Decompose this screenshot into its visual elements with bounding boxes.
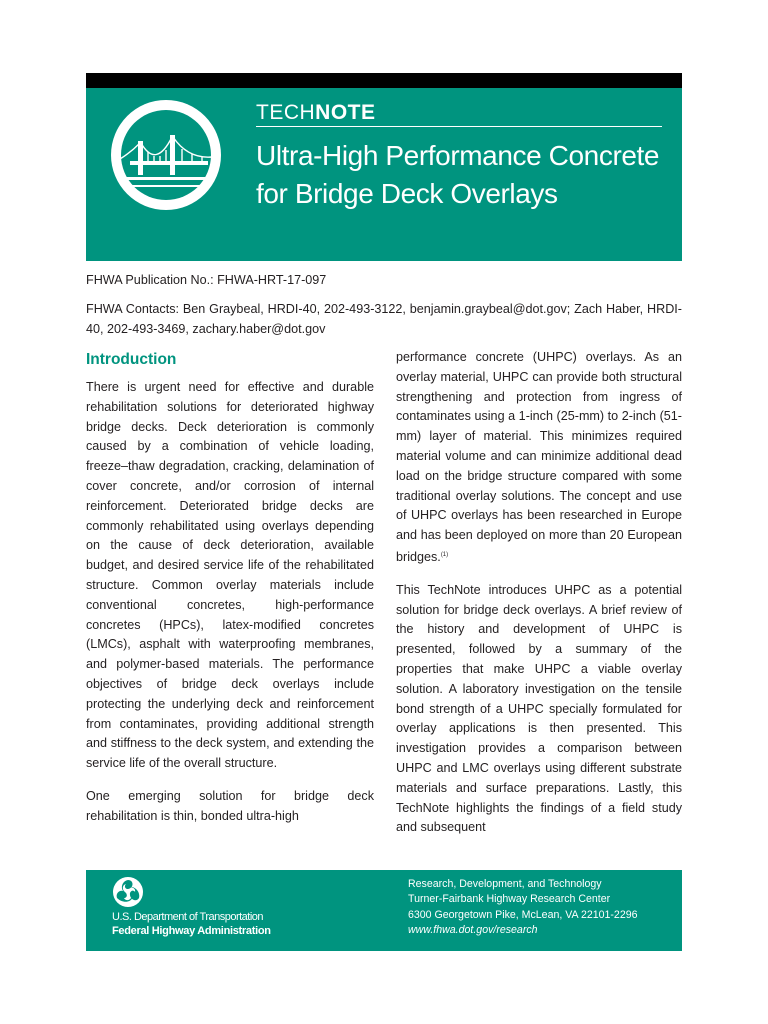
address-line-2: Turner-Fairbank Highway Research Center	[408, 893, 611, 906]
right-column	[396, 348, 682, 851]
footer-url[interactable]: www.fhwa.dot.gov/research	[408, 924, 538, 937]
contacts: FHWA Contacts: Ben Graybeal, HRDI-40, 202-493-3122, benjamin.graybeal@dot.gov; Zach Haber, HRDI-40, 202-493-3469, zachary.haber@dot.gov	[86, 302, 682, 336]
technote-light: TECH	[256, 101, 316, 124]
technote-label	[256, 101, 376, 125]
footer-address	[408, 877, 638, 939]
bridge-logo-icon	[108, 97, 224, 213]
section-heading: Introduction	[86, 351, 177, 368]
footer-url-link[interactable]	[408, 923, 638, 938]
page-title: Ultra-High Performance Concrete for Bridge Deck Overlays	[256, 140, 660, 209]
technote-bold: NOTE	[315, 101, 376, 124]
reference-1: (1)	[440, 551, 449, 558]
left-column	[86, 348, 374, 840]
address-line-1: Research, Development, and Technology	[408, 878, 602, 890]
paragraph-3	[396, 348, 682, 568]
address-line-3: 6300 Georgetown Pike, McLean, VA 22101-2296	[408, 908, 638, 921]
fhwa-name: Federal Highway Administration	[112, 925, 271, 937]
publication-number: FHWA Publication No.: FHWA-HRT-17-097	[86, 273, 327, 287]
dot-department-name: U.S. Department of Transportation	[112, 911, 264, 923]
paragraph-3-text: performance concrete (UHPC) overlays. As an overlay material, UHPC can provide both structural strengthening and protection from ingress of contaminates using a 1-inch (25-mm) to 2-inch (51-mm) layer of material. This minimizes required material volume and can minimize additional dead load on the bridge structure compared with some traditional overlay solutions. The concept and use of UHPC overlays has been researched in Europe and has been deployed on more than 20 European bridges.	[396, 350, 682, 564]
dot-triskelion-icon	[112, 876, 144, 908]
header-rule	[256, 126, 662, 127]
paragraph-2: One emerging solution for bridge deck rehabilitation is thin, bonded ultra-high	[86, 788, 374, 823]
top-black-bar	[86, 73, 682, 88]
paragraph-4: This TechNote introduces UHPC as a potential solution for bridge deck overlays. A brief review of the history and development of UHPC is presented, followed by a summary of the properties that make UHPC a viable overlay solution. A laboratory investigation on the tensile bond strength of a UHPC specially formulated for overlay applications is then presented. This investigation provides a comparison between UHPC and LMC overlays using different substrate materials and surface preparations. Lastly, this TechNote highlights the findings of a field study and subsequent	[396, 582, 682, 835]
paragraph-1: There is urgent need for effective and durable rehabilitation solutions for deteriorated highway bridge decks. Deck deterioration is commonly caused by a combination of vehicle loading, freeze–thaw degradation, cracking, delamination of cover concrete, and/or corrosion of internal reinforcement. Deteriorated bridge decks are commonly rehabilitated using overlays depending on the cause of deck deterioration, available budget, and desired service life of the rehabilitated structure. Common overlay materials include conventional concretes, high-performance concretes (HPCs), latex-modified concretes (LMCs), asphalt with waterproofing membranes, and polymer-based materials. The performance objectives of bridge deck overlays include protecting the underlying deck and reinforcement from contaminates, providing additional strength and stiffness to the deck system, and extending the service life of the overall structure.	[86, 380, 374, 771]
